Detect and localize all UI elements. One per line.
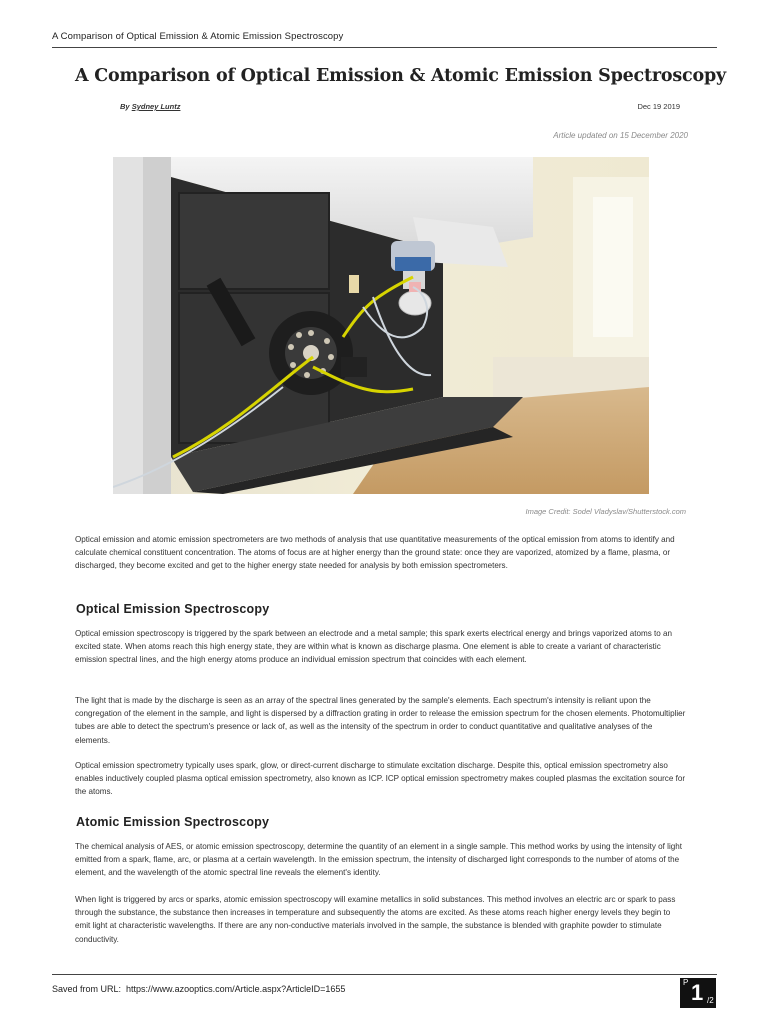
atomic-paragraph-1: The chemical analysis of AES, or atomic emission spectroscopy, determine the quantity of an element in a single sample. This method works by using the intensity of light emitted from a spark, flame, arc, or plasma at a certain wavelength. In the emission spectrum, the intensity of discharged light corresponds to the number of atoms of the element, and the wavelength of the atomic spectral line reveals the element's identity. — [75, 842, 683, 878]
page-number: 1 — [691, 980, 704, 1005]
byline — [120, 102, 180, 111]
footer-saved-url — [52, 984, 345, 994]
article-photo — [113, 157, 649, 494]
article-title: A Comparison of Optical Emission & Atomic Emission Spectroscopy — [75, 66, 726, 86]
optical-paragraph-3: Optical emission spectrometry typically uses spark, glow, or direct-current discharge to stimulate excitation discharge. Despite this, optical emission spectrometry also enables inductively coupled plasma optical emission spectrometry, also known as ICP. ICP optical emission spectrometry makes coupled plasmas the excitation source for the atoms. — [75, 761, 686, 797]
intro-paragraph: Optical emission and atomic emission spectrometers are two methods of analysis that use quantitative measurements of the optical emission from atoms to identify and calculate chemical constituent concentration. The atoms of focus are at higher energy than the ground state: once they are vaporized, atomized by a flame, plasma, or discharged, they become excited and get to the higher energy state needed for analysis by both emission spectrometers. — [75, 535, 675, 571]
header-rule — [52, 47, 717, 48]
section-heading-optical: Optical Emission Spectroscopy — [76, 602, 270, 616]
page-prefix: P — [683, 978, 689, 987]
author-link[interactable]: Sydney Luntz — [131, 102, 181, 111]
optical-paragraph-1: Optical emission spectroscopy is triggered by the spark between an electrode and a metal sample; this spark exerts electrical energy and brings vaporized atoms to an excited state. When atoms reach this high energy state, they are within what is known as discharge plasma. One element is able to create a variant of characteristic emission spectral lines, and the high energy atoms produce an individual emission spectrum that coincides with each element. — [75, 629, 672, 665]
updated-note: Article updated on 15 December 2020 — [553, 131, 688, 140]
atomic-paragraph-2: When light is triggered by arcs or sparks, atomic emission spectroscopy will examine metallics in solid substances. This method involves an electric arc or spark to pass through the substance, the substance then increases in temperature and subsequently the atoms are excited. As these atoms reach higher energy levels they begin to emit light at characteristic wavelengths. If there are any non-conductive materials involved in the sample, the substance is blended with graphite powder to stimulate conductivity. — [75, 895, 676, 944]
publish-date: Dec 19 2019 — [637, 102, 680, 111]
image-credit: Image Credit: Sodel Vladyslav/Shutterstock.com — [525, 507, 686, 516]
footer-rule — [52, 974, 717, 975]
page-indicator — [680, 978, 716, 1008]
saved-label: Saved from URL: — [52, 984, 122, 994]
section-heading-atomic: Atomic Emission Spectroscopy — [76, 815, 270, 829]
optical-paragraph-2: The light that is made by the discharge is seen as an array of the spectral lines generated by the sample's elements. Each spectrum's intensity is reliant upon the congregation of the element in the sample, and light is dispersed by a diffraction grating in order to release the emission spectrum for the chosen elements. Photomultiplier tubes are able to detect the spectrum's presence or lack of, as well as the intensity of the spectrum in order to conduct quantitative and qualitative analyses of the elements. — [75, 696, 686, 745]
page-total: /2 — [707, 996, 714, 1005]
byline-prefix: By — [120, 102, 130, 111]
source-url-link[interactable]: https://www.azooptics.com/Article.aspx?ArticleID=1655 — [126, 984, 346, 994]
running-header: A Comparison of Optical Emission & Atomic Emission Spectroscopy — [52, 31, 344, 42]
